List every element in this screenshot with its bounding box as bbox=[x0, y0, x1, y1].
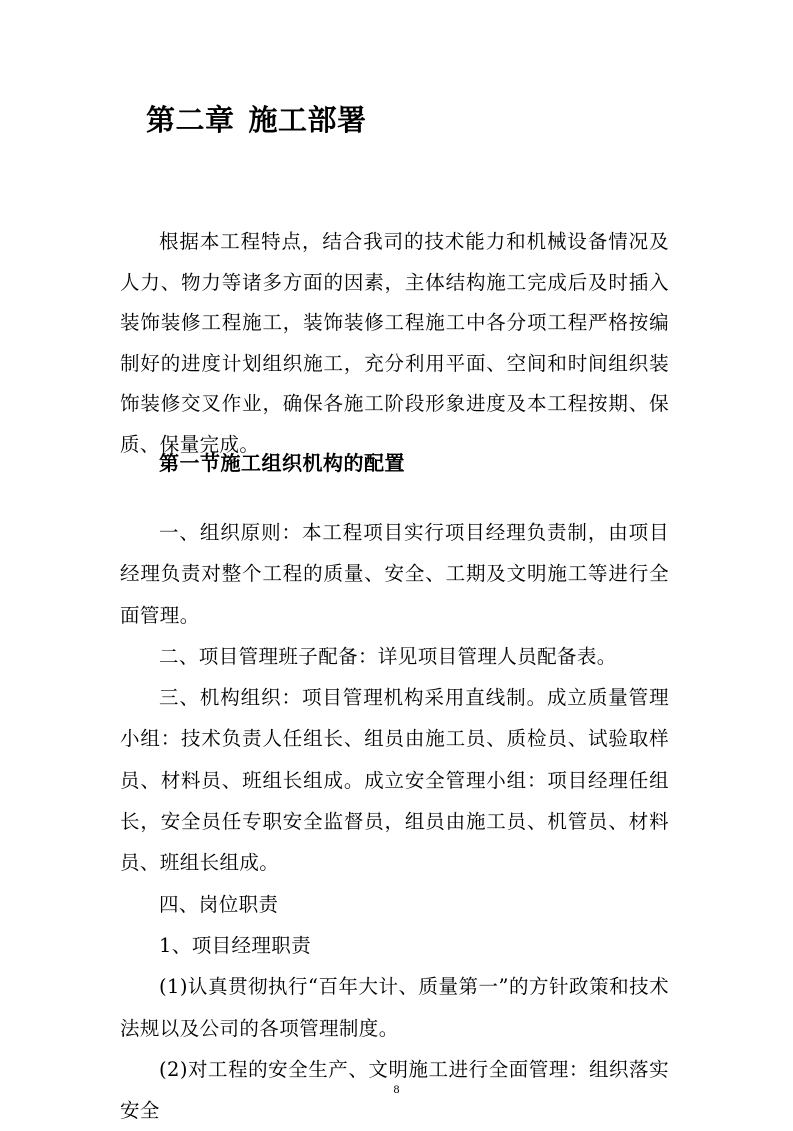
paragraph-job-duties-heading: 四、岗位职责 bbox=[159, 892, 279, 916]
section-body bbox=[120, 512, 669, 1131]
paragraph-management-team: 二、项目管理班子配备：详见项目管理人员配备表。 bbox=[159, 644, 617, 668]
paragraph-duty-item-2: (2)对工程的安全生产、文明施工进行全面管理：组织落实安全 bbox=[120, 1057, 669, 1123]
paragraph-duty-item-1: (1)认真贯彻执行“百年大计、质量第一”的方针政策和技术法规以及公司的各项管理制度。 bbox=[120, 975, 669, 1040]
section-title: 第一节施工组织机构的配置 bbox=[159, 451, 405, 475]
page-number: 8 bbox=[393, 1082, 400, 1096]
paragraph-project-manager-duties-heading: 1、项目经理职责 bbox=[159, 933, 312, 957]
chapter-number: 第二章 bbox=[146, 103, 235, 137]
chapter-name: 施工部署 bbox=[248, 103, 367, 137]
paragraph-organization-structure: 三、机构组织：项目管理机构采用直线制。成立质量管理小组：技术负责人任组长、组员由施工员、质检员、试验取样员、材料员、班组长组成。成立安全管理小组：项目经理任组长，安全员任专职安全监督员，组员由施工员、机管员、材料员、班组长组成。 bbox=[120, 686, 669, 875]
paragraph-organization-principle: 一、组织原则：本工程项目实行项目经理负责制，由项目经理负责对整个工程的质量、安全、工期及文明施工等进行全面管理。 bbox=[120, 521, 669, 627]
chapter-title bbox=[146, 100, 367, 140]
intro-paragraph: 根据本工程特点，结合我司的技术能力和机械设备情况及人力、物力等诸多方面的因素，主体结构施工完成后及时插入装饰装修工程施工，装饰装修工程施工中各分项工程严格按编制好的进度计划组织施工，充分利用平面、空间和时间组织装饰装修交叉作业，确保各施工阶段形象进度及本工程按期、保质、保量完成。 bbox=[120, 230, 669, 456]
